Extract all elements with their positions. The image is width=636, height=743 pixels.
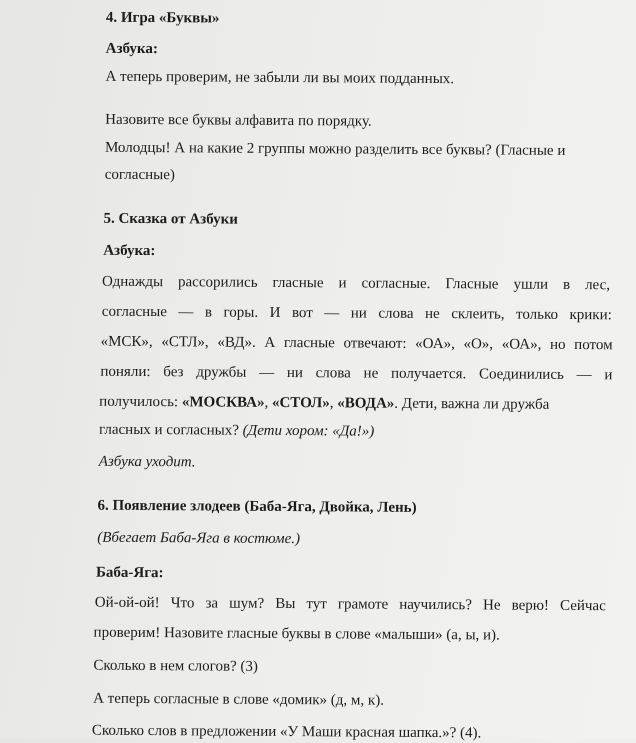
paragraph: Сколько слов в предложении «У Маши красная шапка.»? (4).: [91, 722, 482, 742]
paragraph: согласные): [104, 166, 175, 184]
section-5-heading: 5. Сказка от Азбуки: [103, 210, 238, 228]
text: получилось:: [99, 393, 182, 411]
paragraph: А теперь проверим, не забыли ли вы моих подданных.: [105, 68, 455, 88]
section-4-heading: 4. Игра «Буквы»: [105, 9, 220, 27]
stage-direction: Азбука уходит.: [98, 453, 196, 471]
speaker-azbuka: Азбука:: [103, 242, 156, 260]
tale-line: Однажды рассорились гласные и согласные. Гласные ушли в лес,: [101, 273, 611, 294]
tale-line: поняли: без дружбы — ни слова не получается. Соединились — и: [100, 363, 613, 384]
paragraph: Молодцы! А на какие 2 группы можно разделить все буквы? (Гласные и: [104, 139, 566, 159]
bold-word: «СТОЛ»: [271, 394, 330, 412]
separator: ,: [264, 394, 273, 411]
tale-line: согласные — в горы. И вот — ни слова не склеить, только крики:: [101, 303, 612, 324]
tale-line: [99, 421, 374, 441]
italic-remark: (Дети хором: «Да!»): [242, 422, 375, 440]
section-6-heading: 6. Появление злодеев (Баба-Яга, Двойка, Лень): [97, 497, 417, 516]
paragraph: Ой-ой-ой! Что за шум? Вы тут грамоте научились? Не верю! Сейчас: [94, 594, 606, 615]
paragraph: Сколько в нем слогов? (3): [93, 657, 259, 675]
stage-direction: (Вбегает Баба-Яга в костюме.): [97, 529, 301, 548]
text: гласных и согласных?: [98, 421, 243, 439]
bold-word: «МОСКВА»: [181, 394, 265, 411]
text: . Дети, важна ли дружба: [394, 395, 550, 413]
paragraph: проверим! Назовите гласные буквы в слове «малыши» (а, ы, и).: [93, 624, 500, 644]
speaker-azbuka: Азбука:: [105, 40, 158, 58]
paragraph: Назовите все буквы алфавита по порядку.: [105, 111, 372, 130]
tale-line: [99, 393, 549, 414]
tale-line: «МСК», «СТЛ», «ВД». А гласные отвечают: «ОА», «О», «ОА», но потом: [100, 333, 613, 354]
speaker-baba-yaga: Баба-Яга:: [95, 564, 164, 582]
paragraph: А теперь согласные в слове «домик» (д, м, к).: [93, 690, 385, 709]
bold-word: «ВОДА»: [337, 395, 395, 412]
separator: ,: [329, 395, 338, 412]
